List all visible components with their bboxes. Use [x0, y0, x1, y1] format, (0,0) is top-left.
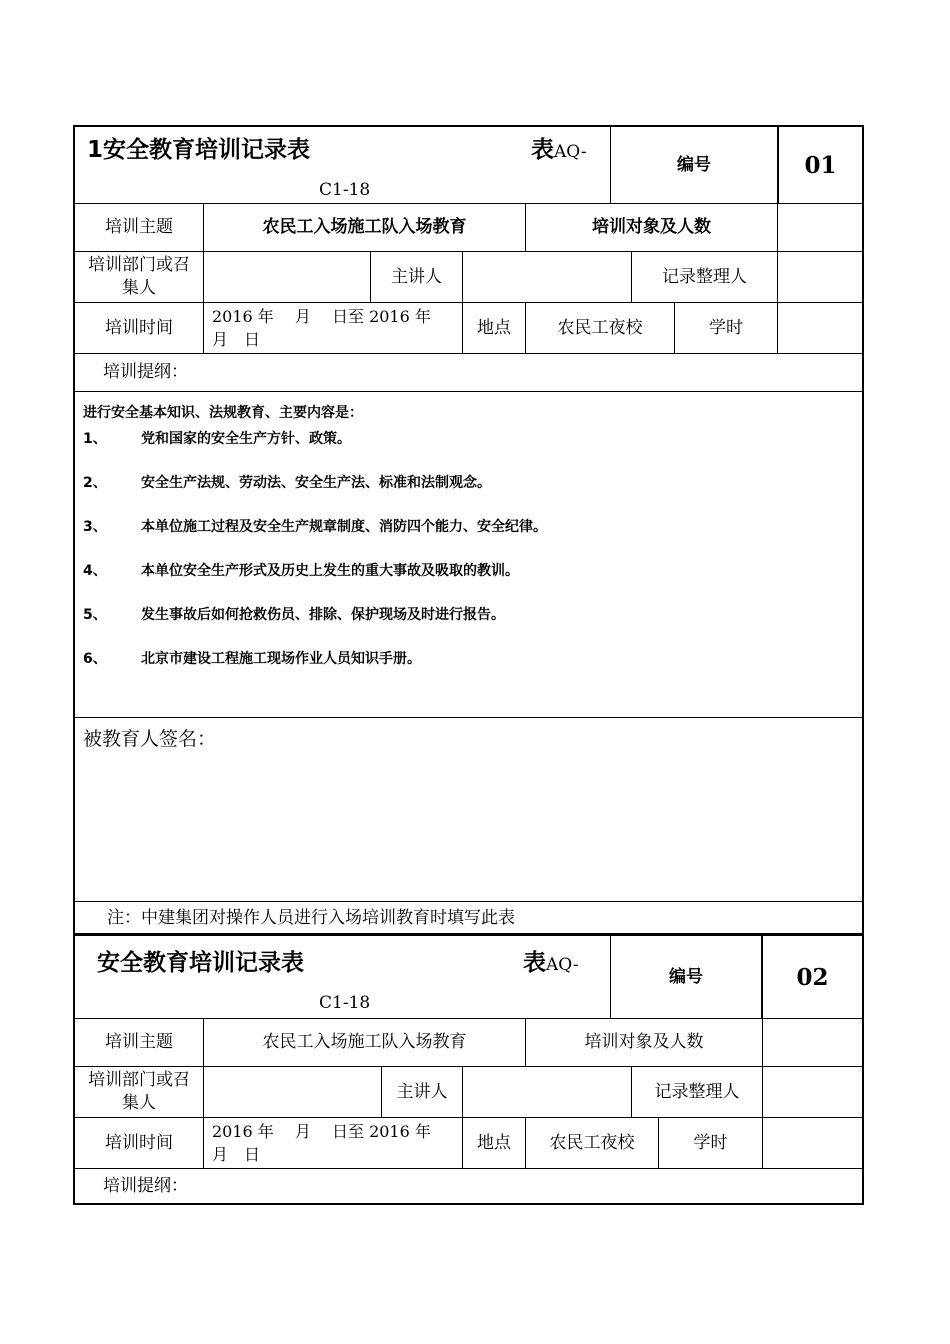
form-header [75, 936, 862, 1019]
title-cell [75, 127, 610, 203]
topic-value: 农民工入场施工队入场教育 [204, 1019, 526, 1066]
outline-label: 培训提纲： [103, 1176, 188, 1196]
dept-label: 培训部门或召集人 [75, 1067, 204, 1117]
recorder-value[interactable] [778, 252, 862, 302]
number-value: 01 [778, 127, 862, 203]
target-label: 培训对象及人数 [526, 204, 778, 251]
dept-row [75, 1067, 862, 1118]
outline-label: 培训提纲： [103, 362, 188, 382]
lecturer-label: 主讲人 [382, 1067, 463, 1117]
outline-item [83, 428, 351, 448]
item-text: 安全生产法规、劳动法、安全生产法、标准和法制观念。 [141, 475, 491, 491]
time-row [75, 303, 862, 354]
place-label: 地点 [463, 303, 526, 353]
item-text: 本单位施工过程及安全生产规章制度、消防四个能力、安全纪律。 [141, 519, 547, 535]
place-label: 地点 [463, 1118, 526, 1168]
dept-row [75, 252, 862, 303]
item-number: 6、 [83, 651, 107, 667]
recorder-label: 记录整理人 [632, 252, 778, 302]
outline-item [83, 516, 547, 536]
hours-label: 学时 [675, 303, 778, 353]
time-value[interactable]: 2016 年 月 日至 2016 年 月 日 [204, 303, 463, 353]
topic-label: 培训主题 [75, 1019, 204, 1066]
dept-value[interactable] [204, 252, 371, 302]
dept-label: 培训部门或召集人 [75, 252, 204, 302]
item-text: 北京市建设工程施工现场作业人员知识手册。 [141, 651, 421, 667]
target-value[interactable] [778, 204, 862, 251]
outline-intro: 进行安全基本知识、法规教育、主要内容是： [83, 405, 363, 421]
number-label: 编号 [610, 127, 778, 203]
outline-label-row [75, 354, 862, 392]
time-label: 培训时间 [75, 303, 204, 353]
outline-content [75, 392, 862, 718]
outline-label-row [75, 1169, 862, 1204]
number-label: 编号 [610, 936, 762, 1018]
form-code-a-text: AQ- [554, 142, 587, 162]
item-number: 5、 [83, 607, 107, 623]
place-value[interactable]: 农民工夜校 [526, 1118, 659, 1168]
form-code-a [523, 952, 579, 977]
lecturer-label: 主讲人 [371, 252, 463, 302]
number-value: 02 [762, 936, 862, 1018]
item-number: 3、 [83, 519, 107, 535]
form-code-prefix: 表 [523, 950, 546, 976]
lecturer-value[interactable] [463, 1067, 632, 1117]
item-number: 2、 [83, 475, 107, 491]
item-number: 4、 [83, 563, 107, 579]
signature-area[interactable] [75, 718, 862, 902]
signature-label: 被教育人签名： [83, 728, 217, 750]
hours-value[interactable] [778, 303, 862, 353]
form-code-b: C1-18 [319, 180, 371, 200]
item-text: 党和国家的安全生产方针、政策。 [141, 431, 351, 447]
item-text: 发生事故后如何抢救伤员、排除、保护现场及时进行报告。 [141, 607, 505, 623]
recorder-label: 记录整理人 [632, 1067, 763, 1117]
target-value[interactable] [763, 1019, 862, 1066]
target-label: 培训对象及人数 [526, 1019, 763, 1066]
hours-value[interactable] [763, 1118, 862, 1168]
outline-item [83, 560, 519, 580]
topic-label: 培训主题 [75, 204, 204, 251]
form-title: 安全教育培训记录表 [97, 950, 304, 976]
hours-label: 学时 [659, 1118, 763, 1168]
form-header [75, 127, 862, 204]
time-row [75, 1118, 862, 1169]
time-value[interactable]: 2016 年 月 日至 2016 年 月 日 [204, 1118, 463, 1168]
topic-row [75, 1019, 862, 1067]
time-label: 培训时间 [75, 1118, 204, 1168]
recorder-value[interactable] [763, 1067, 862, 1117]
title-cell [75, 936, 610, 1018]
form-code-a [531, 139, 587, 164]
lecturer-value[interactable] [463, 252, 632, 302]
item-number: 1、 [83, 431, 107, 447]
form-note: 注：中建集团对操作人员进行入场培训教育时填写此表 [107, 908, 515, 928]
topic-value: 农民工入场施工队入场教育 [204, 204, 526, 251]
item-text: 本单位安全生产形式及历史上发生的重大事故及吸取的教训。 [141, 563, 519, 579]
dept-value[interactable] [204, 1067, 382, 1117]
outline-item [83, 604, 505, 624]
note-row [75, 902, 862, 935]
form-title: 1安全教育培训记录表 [87, 137, 311, 163]
training-record-form-1 [73, 125, 864, 935]
outline-item [83, 472, 491, 492]
place-value[interactable]: 农民工夜校 [526, 303, 675, 353]
training-record-form-2 [73, 935, 864, 1205]
form-code-a-text: AQ- [546, 955, 579, 975]
form-code-prefix: 表 [531, 137, 554, 163]
topic-row [75, 204, 862, 252]
outline-item [83, 648, 421, 668]
form-code-b: C1-18 [319, 993, 371, 1013]
